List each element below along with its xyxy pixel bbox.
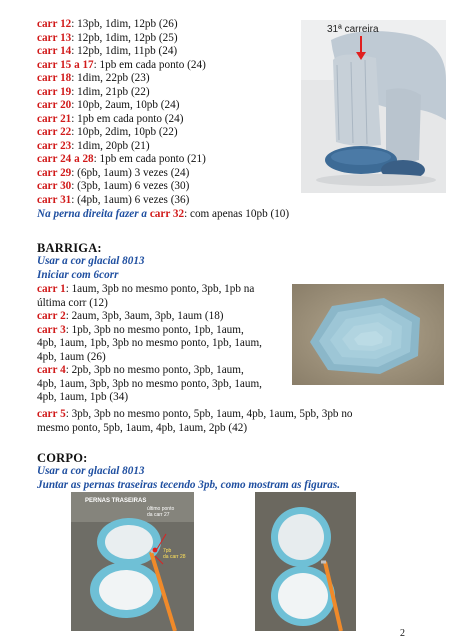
barriga-row-3-cont: 4pb, 1aum (26) (37, 350, 106, 363)
leg-row: carr 13: 12pb, 1dim, 12pb (25) (37, 31, 178, 44)
barriga-row-1: carr 1: 1aum, 3pb no mesmo ponto, 3pb, 1pb na (37, 283, 255, 295)
leg-row: carr 15 a 17: 1pb em cada ponto (24) (37, 58, 206, 71)
barriga-row-3-cont: 4pb, 1aum, 1pb, 3pb no mesmo ponto, 1pb, 1aum, (37, 337, 262, 349)
right-leg-note: Na perna direita fazer a carr 32: com apenas 10pb (10) (37, 208, 290, 220)
back-legs-photo-1 (71, 492, 194, 631)
back-legs-photo-2-drawing (255, 492, 356, 631)
back-legs-title: PERNAS TRASEIRAS (85, 498, 147, 504)
barriga-color-line: Usar a cor glacial 8013 (37, 255, 145, 267)
barriga-row-4-cont: 4pb, 1aum, 3pb, 3pb no mesmo ponto, 3pb, 1aum, (37, 377, 262, 390)
belly-photo (292, 284, 444, 385)
leg-row: carr 19: 1dim, 21pb (22) (37, 85, 150, 98)
leg-row: carr 29: (6pb, 1aum) 3 vezes (24) (37, 166, 190, 179)
back-legs-note-2: 7pb da carr 28 (163, 548, 186, 560)
leg-row: carr 22: 10pb, 2dim, 10pb (22) (37, 126, 178, 138)
leg-row: carr 21: 1pb em cada ponto (24) (37, 112, 184, 125)
leg-row: carr 30: (3pb, 1aum) 6 vezes (30) (37, 180, 190, 192)
barriga-start-line: Iniciar com 6corr (37, 269, 119, 281)
barriga-row-4-cont: 4pb, 1aum, 1pb (34) (37, 391, 129, 403)
corpo-heading: CORPO: (37, 451, 88, 465)
barriga-heading: BARRIGA: (37, 241, 102, 255)
back-legs-note-1: último ponto da carr 27 (147, 506, 175, 518)
belly-photo-drawing (292, 284, 444, 385)
corpo-color-line: Usar a cor glacial 8013 (37, 465, 145, 477)
leg-row: carr 31: (4pb, 1aum) 6 vezes (36) (37, 193, 190, 206)
barriga-row-5-cont: mesmo ponto, 5pb, 1aum, 4pb, 1aum, 2pb (42) (37, 421, 248, 434)
leg-row: carr 18: 1dim, 22pb (23) (37, 72, 150, 84)
barriga-row-1-cont: última corr (12) (37, 296, 108, 309)
barriga-row-5: carr 5: 3pb, 3pb no mesmo ponto, 5pb, 1aum, 4pb, 1aum, 5pb, 3pb no (37, 408, 353, 420)
leg-row: carr 23: 1dim, 20pb (21) (37, 139, 150, 152)
leg-photo (301, 20, 446, 193)
barriga-row-4: carr 4: 2pb, 3pb no mesmo ponto, 3pb, 1aum, (37, 364, 244, 376)
leg-row: carr 14: 12pb, 1dim, 11pb (24) (37, 45, 178, 57)
leg-row: carr 20: 10pb, 2aum, 10pb (24) (37, 99, 180, 111)
back-legs-photo-1-drawing (71, 492, 194, 631)
barriga-row-2: carr 2: 2aum, 3pb, 3aum, 3pb, 1aum (18) (37, 310, 224, 322)
leg-photo-label: 31ª carreira (327, 24, 379, 35)
back-legs-photo-2 (255, 492, 356, 631)
leg-photo-drawing (301, 20, 446, 193)
leg-row: carr 24 a 28: 1pb em cada ponto (21) (37, 153, 206, 165)
leg-row: carr 12: 13pb, 1dim, 12pb (26) (37, 18, 178, 30)
corpo-join-line: Juntar as pernas traseiras tecendo 3pb, como mostram as figuras. (37, 479, 341, 491)
barriga-row-3: carr 3: 1pb, 3pb no mesmo ponto, 1pb, 1aum, (37, 323, 244, 336)
page-number: 2 (400, 628, 405, 639)
